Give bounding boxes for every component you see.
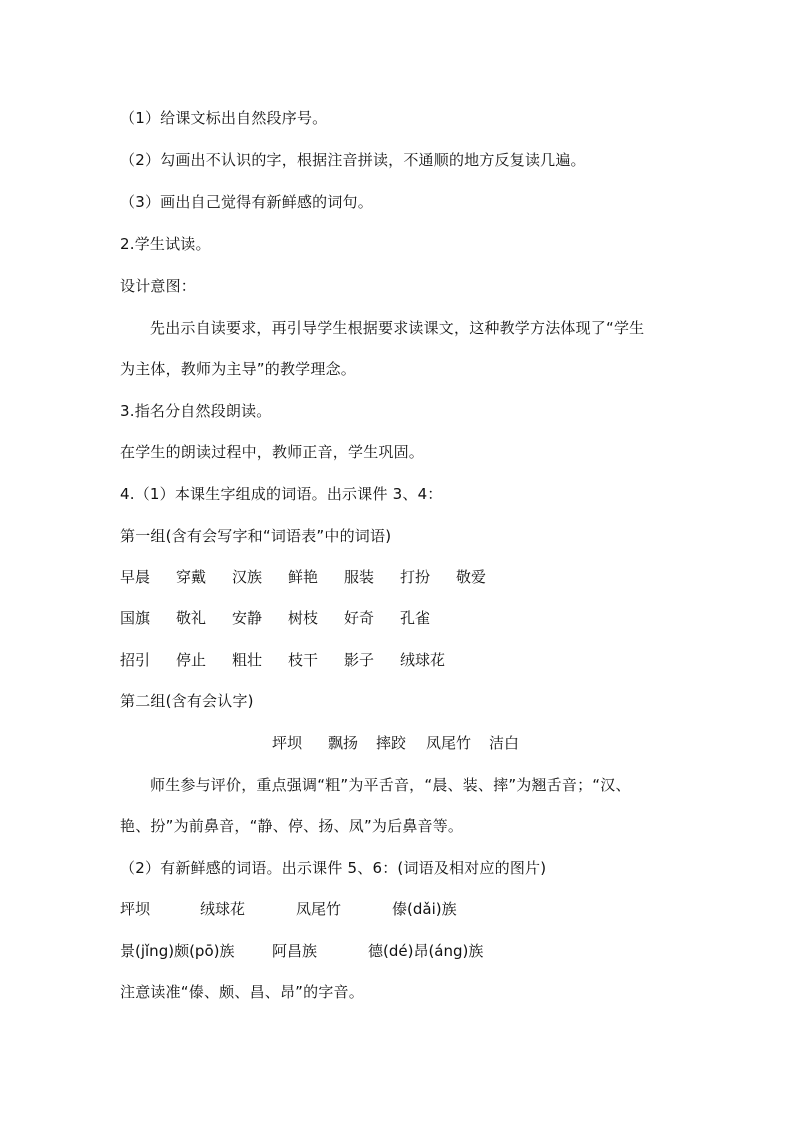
word-item: 安静 [232, 609, 263, 627]
group-1-heading: 第一组(含有会写字和“词语表”中的词语) [120, 527, 392, 545]
word-item: 敬爱 [456, 568, 487, 586]
word-item: 枝干 [288, 651, 319, 669]
word-item: 国旗 [120, 609, 151, 627]
word-item: 飘扬 [328, 734, 359, 752]
word-item: 洁白 [489, 734, 520, 752]
word-item: 影子 [344, 651, 375, 669]
group-2-heading: 第二组(含有会认字) [120, 692, 254, 710]
word-item: 凤尾竹 [296, 900, 342, 918]
word-item: 好奇 [344, 609, 375, 627]
word-item: 粗壮 [232, 651, 263, 669]
word-item: 汉族 [232, 568, 263, 586]
word-item: 德(dé)昂(áng)族 [368, 942, 484, 960]
reading-note: 在学生的朗读过程中，教师正音，学生巩固。 [120, 443, 425, 461]
word-item: 穿戴 [176, 568, 207, 586]
word-item: 树枝 [288, 609, 319, 627]
word-item: 景(jǐng)颇(pō)族 [120, 942, 235, 960]
word-item: 绒球花 [400, 651, 446, 669]
evaluation-paragraph-line-1: 师生参与评价，重点强调“粗”为平舌音，“晨、装、摔”为翘舌音；“汉、 [150, 776, 631, 794]
word-item: 坪坝 [120, 900, 151, 918]
word-item: 凤尾竹 [426, 734, 472, 752]
word-item: 摔跤 [376, 734, 407, 752]
word-item: 招引 [120, 651, 151, 669]
word-item: 坪坝 [272, 734, 303, 752]
evaluation-paragraph-line-2: 艳、扮”为前鼻音，“静、停、扬、凤”为后鼻音等。 [120, 817, 464, 835]
word-item: 打扮 [400, 568, 431, 586]
pronunciation-note: 注意读准“傣、颇、昌、昂”的字音。 [120, 983, 364, 1001]
instruction-3: （3）画出自己觉得有新鲜感的词句。 [120, 193, 373, 211]
design-intent-paragraph-line-2: 为主体，教师为主导”的教学理念。 [120, 360, 356, 378]
word-item: 鲜艳 [288, 568, 319, 586]
word-item: 停止 [176, 651, 207, 669]
step-3-heading: 3.指名分自然段朗读。 [120, 402, 272, 420]
word-item: 傣(dǎi)族 [392, 900, 457, 918]
fresh-words-heading: （2）有新鲜感的词语。出示课件 5、6：(词语及相对应的图片) [120, 859, 547, 877]
word-item: 孔雀 [400, 609, 431, 627]
word-item: 敬礼 [176, 609, 207, 627]
step-4-heading: 4.（1）本课生字组成的词语。出示课件 3、4： [120, 485, 443, 503]
word-item: 阿昌族 [272, 942, 318, 960]
design-intent-heading: 设计意图： [120, 277, 197, 295]
instruction-1: （1）给课文标出自然段序号。 [120, 109, 328, 127]
word-item: 服装 [344, 568, 375, 586]
step-2-heading: 2.学生试读。 [120, 235, 211, 253]
word-item: 早晨 [120, 568, 151, 586]
design-intent-paragraph-line-1: 先出示自读要求，再引导学生根据要求读课文，这种教学方法体现了“学生 [150, 319, 645, 337]
instruction-2: （2）勾画出不认识的字，根据注音拼读，不通顺的地方反复读几遍。 [120, 151, 586, 169]
word-item: 绒球花 [200, 900, 246, 918]
